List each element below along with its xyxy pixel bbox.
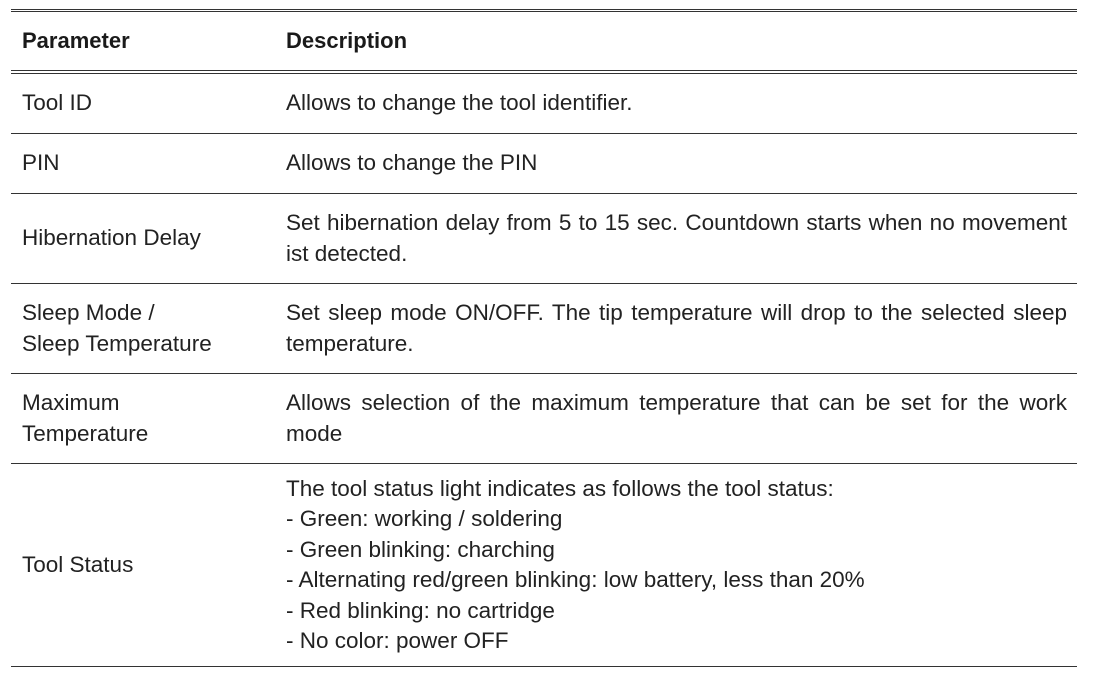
parameter-name: Tool Status [22, 551, 134, 577]
parameter-name-line: Sleep Mode / [22, 300, 155, 325]
status-intro-line: The tool status light indicates as follows the tool status: [286, 475, 834, 501]
parameter-name: PIN [22, 150, 60, 176]
table-row-tool-id [11, 72, 1077, 134]
parameter-table [11, 9, 1077, 667]
table-row-hibernation-delay [11, 194, 1077, 284]
description-cell: Allows selection of the maximum temperature that can be set for the work mode [275, 374, 1077, 464]
table-row-pin [11, 134, 1077, 194]
table-row-sleep-mode [11, 284, 1077, 374]
status-list-item: - Red blinking: no cartridge [286, 597, 555, 623]
parameter-cell [11, 134, 275, 194]
parameter-cell [11, 194, 275, 284]
parameter-name-line: Maximum [22, 390, 120, 415]
parameter-cell [11, 374, 275, 464]
description-cell: Allows to change the tool identifier. [275, 72, 1077, 134]
status-list-item: - Alternating red/green blinking: low battery, less than 20% [286, 567, 865, 592]
parameter-name: Hibernation Delay [22, 225, 201, 251]
table-header [11, 11, 1077, 73]
parameter-cell [11, 284, 275, 374]
parameter-cell [11, 72, 275, 134]
table-row-maximum-temperature [11, 374, 1077, 464]
description-cell [275, 464, 1077, 667]
status-list-item: - Green: working / soldering [286, 506, 563, 531]
status-list-item: - No color: power OFF [286, 628, 509, 653]
table-body [11, 72, 1077, 667]
header-description: Description [275, 11, 1077, 73]
description-cell: Set sleep mode ON/OFF. The tip temperature will drop to the selected sleep temperature. [275, 284, 1077, 374]
parameter-name-line: Temperature [22, 420, 149, 446]
parameter-cell [11, 464, 275, 667]
description-cell: Set hibernation delay from 5 to 15 sec. Countdown starts when no movement ist detected. [275, 194, 1077, 284]
header-parameter: Parameter [11, 11, 275, 73]
table-row-tool-status [11, 464, 1077, 667]
header-row [11, 11, 1077, 73]
parameter-name-line: Sleep Temperature [22, 330, 212, 356]
status-list-item: - Green blinking: charching [286, 536, 555, 562]
parameter-name: Tool ID [22, 90, 93, 116]
description-cell: Allows to change the PIN [275, 134, 1077, 194]
